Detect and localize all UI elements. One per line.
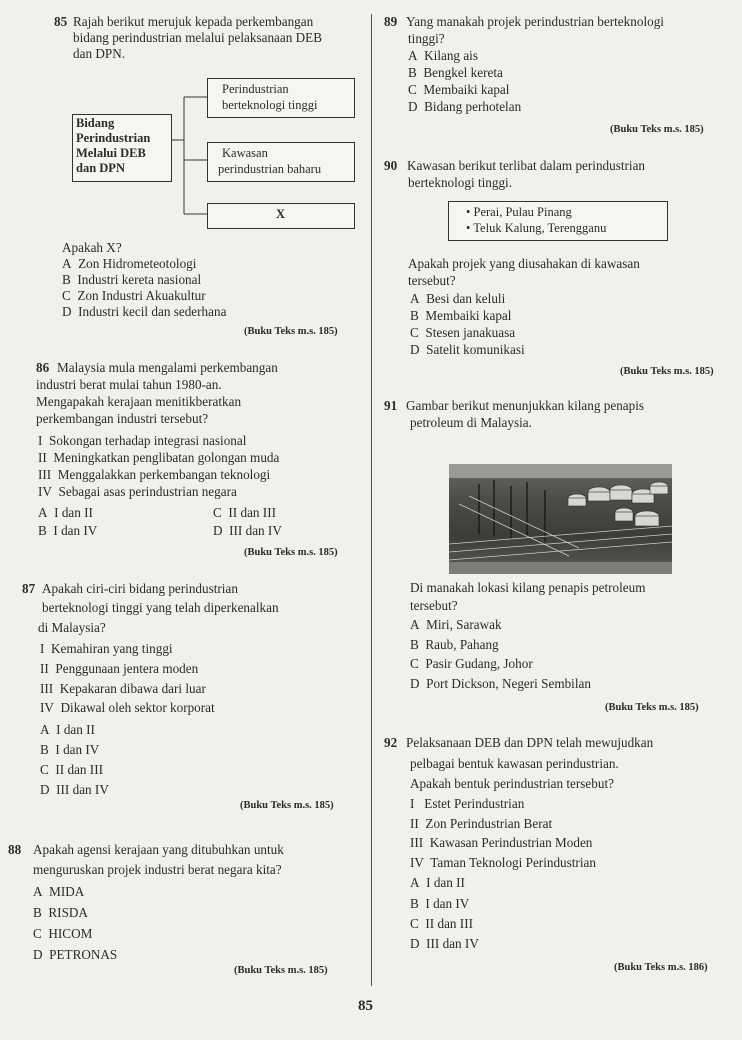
option-a[interactable]: A Kilang ais <box>408 48 478 63</box>
box-label: Kawasan <box>222 146 268 160</box>
option-b[interactable]: B Industri kereta nasional <box>62 272 202 287</box>
stem-line: pelbagai bentuk kawasan perindustrian. <box>410 756 619 771</box>
option-d[interactable]: D Industri kecil dan sederhana <box>62 304 227 319</box>
box-label: berteknologi tinggi <box>222 98 318 112</box>
stem-line: Yang manakah projek perindustrian berteknologi <box>406 14 664 29</box>
stem-line: Malaysia mula mengalami perkembangan <box>57 360 278 375</box>
option-b[interactable]: B I dan IV <box>410 896 470 911</box>
question-text: tersebut? <box>410 598 458 613</box>
statement: I Kemahiran yang tinggi <box>40 641 173 656</box>
stem-line: Gambar berikut menunjukkan kilang penapis <box>406 398 645 413</box>
main-box-label: Melalui DEB <box>76 146 146 160</box>
option-c[interactable]: C HICOM <box>33 926 93 941</box>
question-text: Apakah projek yang diusahakan di kawasan <box>408 256 640 271</box>
option-c[interactable]: C II dan III <box>410 916 473 931</box>
box-label: Perindustrian <box>222 82 289 96</box>
stem-line: Rajah berikut merujuk kepada perkembangan <box>73 14 314 29</box>
stem-line: Kawasan berikut terlibat dalam perindustrian <box>407 158 646 173</box>
question-text: tersebut? <box>408 273 456 288</box>
question-number: 91 <box>384 398 398 413</box>
box-x-label: X <box>276 207 286 221</box>
source-reference: (Buku Teks m.s. 185) <box>244 326 338 337</box>
option-b[interactable]: B Bengkel kereta <box>408 65 503 80</box>
location-item: • Teluk Kalung, Terengganu <box>466 221 607 235</box>
page-number: 85 <box>358 998 373 1014</box>
stem-line: industri berat mulai tahun 1980-an. <box>36 377 222 392</box>
stem-line: Apakah agensi kerajaan yang ditubuhkan untuk <box>33 842 284 857</box>
stem-line: berteknologi tinggi. <box>408 175 513 190</box>
stem-line: tinggi? <box>408 31 445 46</box>
stem-line: dan DPN. <box>73 46 126 61</box>
question-number: 88 <box>8 842 22 857</box>
statement: II Zon Perindustrian Berat <box>410 816 553 831</box>
refinery-illustration <box>449 464 672 574</box>
main-box-label: dan DPN <box>76 161 125 175</box>
option-b[interactable]: B I dan IV <box>38 523 98 538</box>
statement: III Kawasan Perindustrian Moden <box>410 835 593 850</box>
box-label: perindustrian baharu <box>218 162 322 176</box>
option-c[interactable]: C Zon Industri Akuakultur <box>62 288 206 303</box>
stem-line: Apakah ciri-ciri bidang perindustrian <box>42 581 238 596</box>
source-reference: (Buku Teks m.s. 185) <box>234 965 328 976</box>
option-b[interactable]: B Membaiki kapal <box>410 308 512 323</box>
stem-line: Apakah bentuk perindustrian tersebut? <box>410 776 614 791</box>
option-c[interactable]: C Stesen janakuasa <box>410 325 516 340</box>
statement: IV Taman Teknologi Perindustrian <box>410 855 596 870</box>
stem-line: bidang perindustrian melalui pelaksanaan DEB <box>73 30 323 45</box>
question-text: Apakah X? <box>62 240 122 255</box>
stem-line: menguruskan projek industri berat negara kita? <box>33 862 282 877</box>
source-reference: (Buku Teks m.s. 186) <box>614 962 708 973</box>
source-reference: (Buku Teks m.s. 185) <box>610 124 704 135</box>
option-a[interactable]: A Besi dan keluli <box>410 291 506 306</box>
stem-line: di Malaysia? <box>38 620 106 635</box>
main-box-label: Bidang <box>76 116 115 130</box>
option-b[interactable]: B RISDA <box>33 905 88 920</box>
option-a[interactable]: A MIDA <box>33 884 85 899</box>
stem-line: petroleum di Malaysia. <box>410 415 532 430</box>
refinery-photo <box>449 464 672 574</box>
main-box-label: Perindustrian <box>76 131 151 145</box>
option-d[interactable]: D Satelit komunikasi <box>410 342 525 357</box>
option-d[interactable]: D III dan IV <box>213 523 282 538</box>
option-d[interactable]: D III dan IV <box>40 782 109 797</box>
option-b[interactable]: B Raub, Pahang <box>410 637 499 652</box>
statement: III Menggalakkan perkembangan teknologi <box>38 467 271 482</box>
option-d[interactable]: D Port Dickson, Negeri Sembilan <box>410 676 591 691</box>
source-reference: (Buku Teks m.s. 185) <box>240 800 334 811</box>
option-c[interactable]: C II dan III <box>213 505 276 520</box>
question-number: 92 <box>384 735 398 750</box>
source-reference: (Buku Teks m.s. 185) <box>605 702 699 713</box>
stem-line: berteknologi tinggi yang telah diperkenalkan <box>42 600 279 615</box>
option-c[interactable]: C Pasir Gudang, Johor <box>410 656 533 671</box>
option-a[interactable]: A I dan II <box>410 875 465 890</box>
option-b[interactable]: B I dan IV <box>40 742 100 757</box>
source-reference: (Buku Teks m.s. 185) <box>244 547 338 558</box>
option-a[interactable]: A Zon Hidrometeotologi <box>62 256 197 271</box>
source-reference: (Buku Teks m.s. 185) <box>620 366 714 377</box>
question-number: 85 <box>54 14 68 29</box>
option-c[interactable]: C II dan III <box>40 762 103 777</box>
stem-line: Mengapakah kerajaan menitikberatkan <box>36 394 242 409</box>
option-a[interactable]: A I dan II <box>38 505 93 520</box>
location-item: • Perai, Pulau Pinang <box>466 205 572 219</box>
stem-line: Pelaksanaan DEB dan DPN telah mewujudkan <box>406 735 654 750</box>
statement: IV Sebagai asas perindustrian negara <box>38 484 237 499</box>
question-text: Di manakah lokasi kilang penapis petroleum <box>410 580 646 595</box>
question-number: 86 <box>36 360 50 375</box>
option-d[interactable]: D III dan IV <box>410 936 479 951</box>
statement: III Kepakaran dibawa dari luar <box>40 681 206 696</box>
stem-line: perkembangan industri tersebut? <box>36 411 209 426</box>
question-number: 87 <box>22 581 36 596</box>
statement: IV Dikawal oleh sektor korporat <box>40 700 215 715</box>
option-d[interactable]: D Bidang perhotelan <box>408 99 522 114</box>
question-number: 90 <box>384 158 398 173</box>
option-a[interactable]: A Miri, Sarawak <box>410 617 502 632</box>
option-d[interactable]: D PETRONAS <box>33 947 118 962</box>
option-a[interactable]: A I dan II <box>40 722 95 737</box>
statement: I Sokongan terhadap integrasi nasional <box>38 433 247 448</box>
statement: I Estet Perindustrian <box>410 796 525 811</box>
option-c[interactable]: C Membaiki kapal <box>408 82 510 97</box>
statement: II Meningkatkan penglibatan golongan muda <box>38 450 280 465</box>
statement: II Penggunaan jentera moden <box>40 661 199 676</box>
question-number: 89 <box>384 14 398 29</box>
